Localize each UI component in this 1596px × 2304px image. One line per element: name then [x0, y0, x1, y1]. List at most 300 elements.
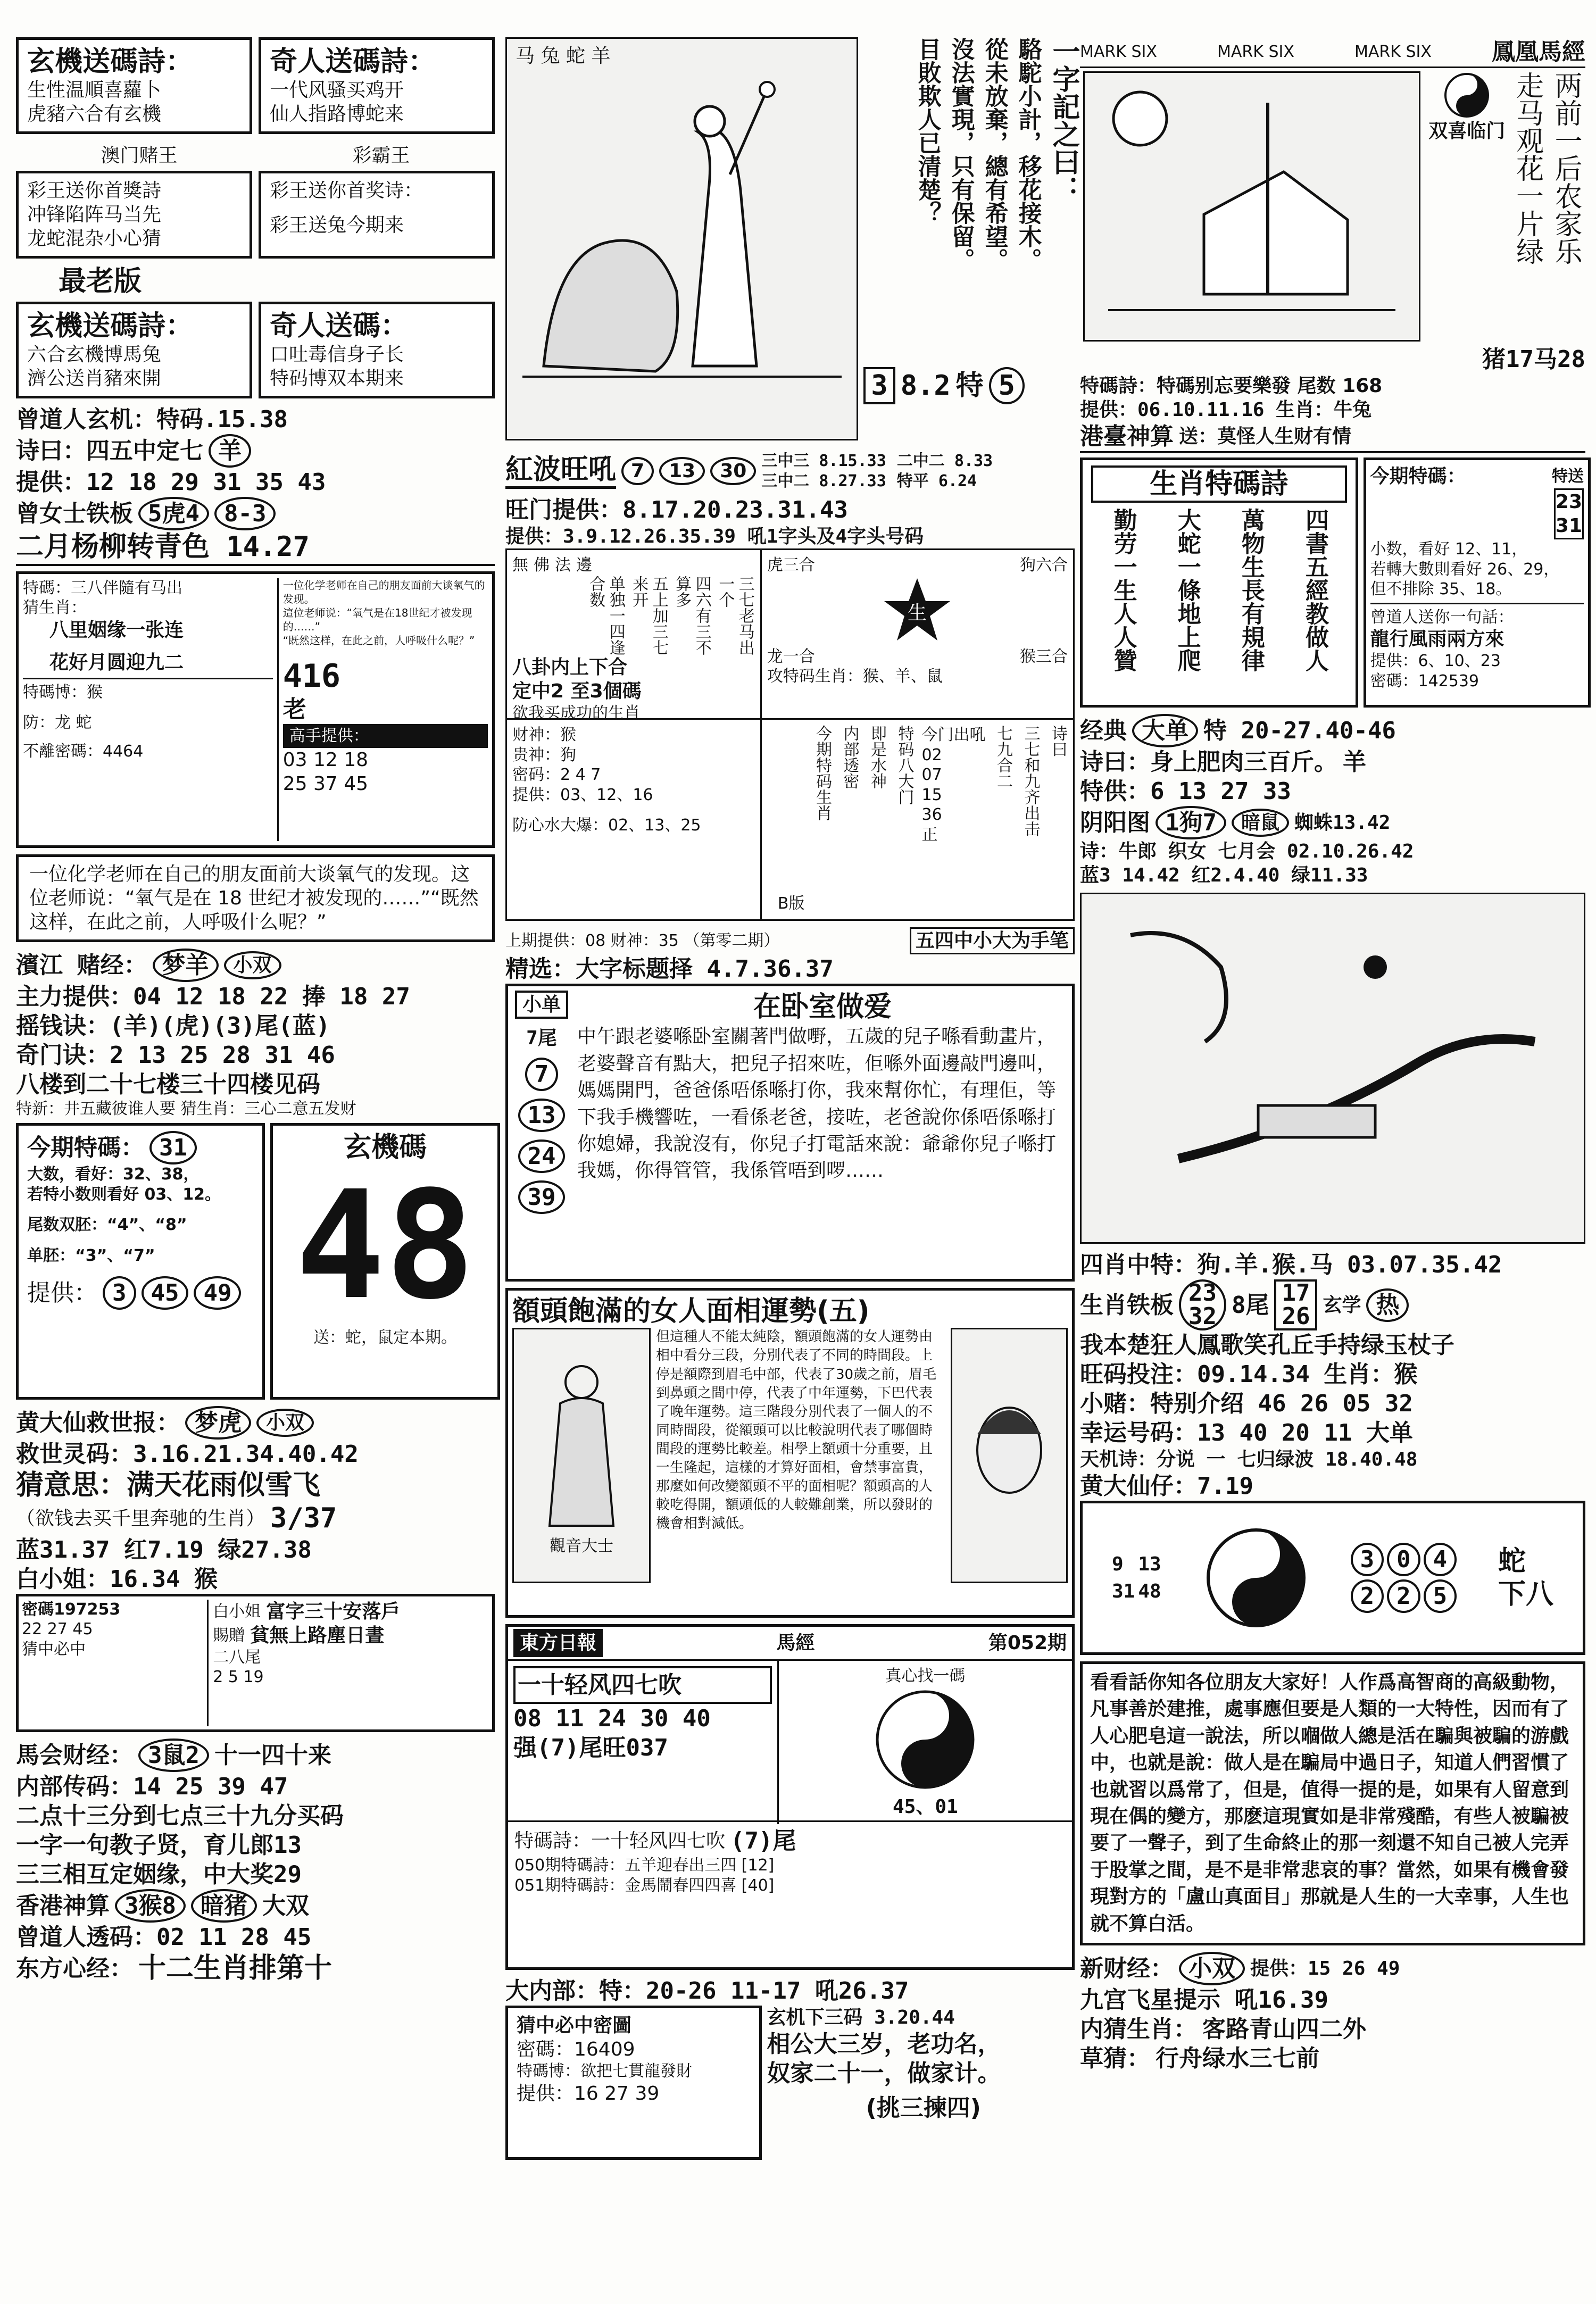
huang-circle: 4: [1424, 1543, 1457, 1576]
wufo-char: 無: [512, 556, 528, 575]
xuanji2-line: 玄机下三码 3.20.44: [767, 2007, 955, 2028]
xuanji-title: 玄機碼: [343, 1132, 427, 1164]
num-circle: 45: [142, 1276, 189, 1310]
bagua-line: 定中2 至3個碼: [512, 680, 642, 702]
jinqi-line: 但不排除 35、18。: [1370, 580, 1512, 598]
mimen: 02: [921, 745, 942, 764]
hongbo-row: [505, 451, 1075, 491]
zengdao-line: 曾道人透码：02 11 28 45: [16, 1923, 312, 1951]
huang-r: 下八: [1498, 1578, 1554, 1610]
lan-line: 蓝3 14.42 红2.4.40 绿11.33: [1080, 864, 1368, 886]
tb-re: 热: [1366, 1288, 1409, 1322]
mima-line: 密碼：16409: [517, 2039, 635, 2060]
xiang-text: 香港神算: [16, 1892, 110, 1919]
texin-line: 特新：井五藏彼谁人要 猜生肖：三心二意五发财: [16, 1099, 356, 1118]
star-icon: [880, 576, 954, 645]
jingxuan-line: 精选：大字标题择 4.7.36.37: [505, 955, 834, 983]
sx-col: 四書五經教做人: [1301, 508, 1328, 672]
dongfang-title: 十二生肖排第十: [138, 1952, 332, 1984]
yishi-wei: 强(7)尾旺037: [513, 1734, 668, 1761]
xin-tail: 提供：15 26 49: [1250, 1957, 1400, 1979]
poem-grid-2: [16, 302, 495, 405]
huang-sx: 蛇: [1498, 1545, 1526, 1577]
sanhe-label: 龙一合: [767, 647, 815, 666]
binjiang-circle: 梦羊: [153, 949, 219, 982]
woman-face-image: [951, 1328, 1068, 1583]
shiyue: 七九合二: [993, 725, 1012, 789]
hongbo-r: 特平 6.24: [896, 471, 977, 490]
xin-line: [1080, 1952, 1585, 1985]
zeng-text: 曾女士铁板: [16, 500, 133, 528]
wufo-col: 三七老马出一个: [716, 575, 754, 655]
yinyang-circle-2: 暗鼠: [1232, 809, 1289, 837]
left-column: [16, 37, 495, 1985]
lady-rock-illustration: [522, 68, 842, 398]
jinqi-line: 大数，看好：32、38，: [27, 1165, 200, 1184]
joke-box: 一位化学老师在自己的朋友面前大谈氧气的发现。这位老师说：“氧气是在 18 世纪才被发现的……”“既然这样，在此之前，人呼吸什么呢？”: [16, 854, 495, 942]
tiger-illustration: [1080, 893, 1585, 1244]
wang-line: 旺门提供：8.17.20.23.31.43: [505, 496, 848, 523]
bai-nums: 22 27 45: [22, 1620, 93, 1639]
vertical-poem: 两前一后农家乐: [1550, 71, 1582, 265]
hongbo-num: 7: [621, 457, 654, 485]
hongbo-title: 紅波旺吼: [505, 453, 616, 489]
tigong-line: 提供：06.10.11.16 生肖：牛兔: [1080, 399, 1372, 421]
xiang-circle-2: 暗猪: [191, 1889, 257, 1923]
poem-line: 彩王送兔今期来: [270, 214, 404, 237]
zhu-line: 猪17马28: [1482, 346, 1585, 373]
taiji-nums: 45、01: [893, 1795, 958, 1818]
jiugong-line: 九宫飞星提示 吼16.39: [1080, 1986, 1328, 2014]
huang-text: 黄大仙救世报：: [16, 1409, 180, 1437]
caiwang-box: [16, 171, 252, 259]
yin-yang-icon: [1203, 1525, 1309, 1631]
zeng-text: 龍行風雨兩方來: [1370, 628, 1504, 650]
xiang-tail: 大双: [262, 1892, 309, 1919]
yangliu-line: 二月杨柳转青色 14.27: [16, 530, 495, 565]
shengxiao-grid: [1080, 458, 1585, 714]
huang-num: 48: [1138, 1581, 1161, 1602]
caicai-title: 行舟绿水三七前: [1156, 2044, 1319, 2072]
sx-col: 勤劳一生人人贊: [1109, 508, 1137, 672]
xin-circle: 小双: [1179, 1952, 1245, 1985]
wufo-col: 四六有三不算多: [672, 575, 711, 655]
jinqi-title: 今期特碼：: [1370, 465, 1466, 487]
te-ma-shi: 特碼詩：一十轻风四七吹: [514, 1830, 726, 1852]
bottom-middle: [505, 2006, 1075, 2166]
bai-box: [16, 1594, 495, 1732]
bai-label: 白小姐: [213, 1602, 261, 1621]
dabu-line: 大内部：特：20-26 11-17 吼26.37: [505, 1977, 909, 2004]
bban: B版: [777, 894, 805, 913]
zeng-mm: 密碼：142539: [1370, 671, 1479, 691]
poem-line: 彩王送你首獎詩: [27, 180, 162, 202]
majing-label: 馬經: [776, 1632, 815, 1654]
handwritten-number: 416: [282, 657, 341, 695]
yizi-box: [863, 37, 1080, 447]
tema-line: 防：龙 蛇: [23, 713, 92, 733]
shiyue: 三七和九齐出击: [1021, 725, 1040, 837]
sx-poem-box: [1080, 458, 1358, 708]
te-num: 3: [863, 367, 895, 404]
tb-xuan: 玄学: [1323, 1294, 1361, 1316]
woman-face-icon: [961, 1386, 1057, 1525]
bai-line: 白小姐：16.34 猴: [16, 1565, 218, 1593]
qi-list-item: 051期特碼詩：金馬鬧春四四喜 [40]: [514, 1876, 775, 1895]
poem-title: 奇人送碼：: [270, 310, 409, 342]
mark-six-label: MARK SIX: [1080, 42, 1157, 61]
poem-line: 虎豬六合有玄機: [27, 103, 162, 126]
wufo-char: 法: [555, 556, 571, 575]
caishen-line: 密码：2 4 7: [512, 766, 601, 785]
guanyin-image: [512, 1328, 651, 1583]
xiang-circle: 3猴8: [115, 1889, 186, 1923]
huang-circle: 2: [1387, 1579, 1420, 1613]
xiang2-line: 相公大三岁，老功名，: [767, 2031, 1001, 2058]
wangma-line: 旺码投注：09.14.34 生肖：猴: [1080, 1361, 1418, 1388]
bai-label: 賜贈: [213, 1626, 245, 1645]
yaoqian-line: 摇钱诀：(羊)(虎)(3)尾(蓝): [16, 1012, 330, 1039]
mimen-cell: [762, 720, 1073, 919]
neicai-text: 内猜生肖：: [1080, 2015, 1197, 2043]
num-circle: 13: [518, 1099, 566, 1132]
caizhong-box: [505, 2006, 762, 2160]
bai-dm2: 2 5 19: [213, 1668, 264, 1687]
caishen-sub: 即是水神: [867, 725, 886, 789]
tb-box-num: 17: [1282, 1279, 1310, 1307]
te-circle: 5: [989, 367, 1025, 404]
gang-send: 送：莫怪人生财有情: [1179, 426, 1352, 447]
hongbo-r: 二中二 8.33: [896, 452, 993, 470]
caicai-text: 草猜：: [1080, 2044, 1150, 2072]
caiwang-grid: [16, 171, 495, 265]
xuanji-number: 48: [295, 1159, 475, 1333]
bai-poem: 富字三十安落戶: [266, 1600, 401, 1623]
bai-mima: 密碼197253: [22, 1600, 121, 1619]
face-reading-box: [505, 1288, 1075, 1618]
hongbo-r: 三中二 8.27.33: [761, 471, 886, 490]
vertical-poem: 走马观花一片绿: [1511, 71, 1543, 265]
mark-six-label: MARK SIX: [1354, 42, 1432, 61]
sx-title: 生肖特碼詩: [1091, 465, 1347, 503]
sishu-line: 四肖中特：狗.羊.猴.马 03.07.35.42: [1080, 1251, 1502, 1278]
tema-line: 猜生肖：: [23, 598, 87, 618]
wufo-col: 五上加三七来开: [629, 575, 668, 655]
num-circle: 7: [525, 1058, 559, 1091]
wusi-line: 五四中小大为手笔: [910, 927, 1075, 954]
poem-line: 濟公送肖豬來開: [27, 368, 162, 390]
shangqi-line: 上期提供：08 财神：35 （第零二期）: [505, 931, 780, 950]
jinqi-line: 单胚：“3”、“7”: [27, 1246, 155, 1265]
mimen: 今门出吼: [921, 726, 986, 745]
qiren-poem-box: [259, 37, 495, 134]
macau-label: 澳门赌王: [101, 145, 178, 167]
yizi-line: 目敗欺人已清楚？: [913, 37, 941, 224]
middle-column: [505, 37, 1079, 2166]
story-text: 中午跟老婆喺卧室關著門做嘢，五歲的兒子喺看動畫片，老婆聲音有點大，把兒子招來咗，佢喺外面邊敲門邊叫，媽媽開門，爸爸係唔係喺打你，我來幫你忙，有理佢，等下我手機響咗，一看係老爸，接咗，老爸說你係唔係喺打你媳婦，我說沒有，你兒子打電話來說：爺爺你兒子喺打我媽，你得管管，我係管唔到啰……: [577, 1026, 1057, 1182]
huang-line: 黄大仙仔：7.19: [1080, 1473, 1253, 1500]
tiger-branch-icon: [1099, 903, 1567, 1233]
section-labels: [16, 144, 495, 168]
top-middle: [505, 37, 1079, 447]
hongbo-r: 三中三 8.15.33: [761, 452, 886, 470]
huang-circle-2: 小双: [256, 1409, 314, 1437]
hongbo-num: 30: [710, 457, 756, 485]
caiyi-num: 3/37: [270, 1502, 337, 1535]
tema-line: 特碼詩：特碼别忘要樂發 尾数 168: [1080, 375, 1383, 397]
caishen-sub: 今期特码生肖: [812, 725, 832, 821]
neicai-title: 客路青山四二外: [1202, 2015, 1366, 2043]
poem-title: 奇人送碼詩：: [270, 46, 436, 78]
mimen: 正: [921, 825, 938, 844]
xin-text: 新财经：: [1080, 1954, 1174, 1982]
sx-col: 萬物生長有規律: [1237, 508, 1265, 672]
hongbo-num: 13: [659, 457, 705, 485]
shiyue-text: 诗曰：身上肥肉三百斤。: [1080, 748, 1337, 776]
tiaosan-line: (挑三揀四): [866, 2094, 981, 2122]
joke-small: “既然这样，在此之前，人呼吸什么呢？”: [282, 634, 475, 647]
tigong3-line: 提供：16 27 39: [517, 2082, 660, 2105]
tigong-label: 提供：: [27, 1279, 97, 1307]
te-song: 特送: [1552, 467, 1584, 486]
oldest-label: 最老版: [59, 265, 142, 298]
yinyang-text: 阴阳图: [1080, 809, 1150, 836]
svg-text:生: 生: [908, 602, 927, 624]
sanhe-label: 虎三合: [767, 556, 815, 575]
caiyi-note: （欲钱去买千里奔驰的生肖）: [16, 1508, 265, 1530]
zeng-circle: 5虎4: [138, 497, 209, 530]
yinyang-tail: 蜘蛛13.42: [1294, 812, 1391, 834]
jinqi-grid: [16, 1123, 495, 1406]
zeng-circle-2: 8-3: [214, 497, 276, 530]
wufo-grid: [505, 548, 1075, 921]
tema-bo-line: 特碼博：欲把七貫龍發財: [517, 2062, 692, 2081]
liangdian-line: 二点十三分到七点三十九分买码: [16, 1802, 344, 1829]
nujia-line: 奴家二十一，做家计。: [767, 2060, 1001, 2087]
poem-line: 彩王送你首奖诗：: [270, 180, 423, 202]
caishen-line: 提供：03、12、16: [512, 785, 653, 804]
face-title: 額頭飽滿的女人面相運勢(五): [512, 1295, 870, 1327]
number-line: 03 12 18: [282, 749, 368, 771]
poem-title: 玄機送碼詩：: [27, 310, 194, 342]
tb-num: 32: [1188, 1303, 1217, 1330]
tieban-text: 生肖铁板: [1080, 1291, 1174, 1319]
jinqi-line: 若特小数则看好 03、12。: [27, 1185, 221, 1204]
caiba-label: 彩霸王: [352, 145, 410, 167]
taiji-icon: [872, 1686, 978, 1793]
xuanji-code-box: [270, 1123, 500, 1400]
jingdian-line: [1080, 714, 1585, 747]
gong-line: 攻特码生肖：猴、羊、鼠: [767, 667, 943, 686]
joke-small: 一位化学老师在自己的朋友面前大谈氧气的发现。: [282, 578, 485, 605]
tema-line: 特碼博：猴: [23, 683, 103, 702]
weinum: 7尾: [526, 1027, 557, 1049]
wufo-cell: [507, 550, 762, 720]
poem-line: 生性温順喜蘿卜: [27, 79, 162, 102]
poem-grid-1: [16, 37, 495, 140]
yizi-line: 沒法實現，只有保留。: [947, 37, 975, 271]
essay-box: [1080, 1661, 1585, 1945]
handwritten-char: 老: [282, 695, 306, 723]
daoren-line: 曾道人玄机：特码.15.38: [16, 406, 288, 434]
story-box: [505, 984, 1075, 1282]
tb-num: 23: [1188, 1279, 1217, 1307]
yizi-title: 一字記之曰：: [1047, 37, 1079, 203]
xiang-line: [16, 1889, 495, 1923]
guanyin-figure-icon: [539, 1355, 624, 1536]
tb-box-num: 26: [1282, 1303, 1310, 1330]
caishen-line: 防心水大爆：02、13、25: [512, 816, 701, 835]
bai-poem: 貧無上路塵日晝: [250, 1624, 385, 1646]
binjiang-circle-2: 小双: [224, 951, 281, 979]
xuanji-send: 送：蛇，鼠定本期。: [313, 1328, 457, 1348]
tema-box: [16, 571, 495, 848]
num-circle: 24: [518, 1139, 566, 1173]
poem-line: 特码博双本期来: [270, 368, 404, 390]
joke-small: 這位老师说：“氧气是在18世纪才被发现的……”: [282, 606, 472, 633]
bai-dm: 二八尾: [213, 1648, 261, 1667]
sansan-line: 三三相互定姻缘，中大奖29: [16, 1860, 302, 1888]
zhenxin-label: 真心找一碼: [885, 1667, 966, 1685]
dongfang-box: [505, 1624, 1075, 1970]
shuang-label: 双喜临门: [1428, 120, 1506, 142]
poem-line: 一代风骚买鸡开: [270, 79, 404, 102]
huang-box: [1080, 1501, 1585, 1655]
poem-line: 六合玄機博馬兔: [27, 344, 162, 366]
jinqi-line: 尾数双胚：“4”、“8”: [27, 1216, 187, 1235]
yishi-title: 一十轻风四七吹: [513, 1666, 772, 1704]
essay-text: 看看話你知各位朋友大家好！人作爲高智商的高級動物，凡事善於建推，處事應但要是人類的一大特性，因而有了人心肥皂這一說法，所以嗰做人總是活在騙與被騙的游戲中，也就是說：做人是在騙局中過日子，知道人們習慣了也就習以爲常了，但是，值得一提的是，如果有人留意到現在偶的變方，那麽這現實如是非常殘酷，有些人被騙被要了一聲子，到了生命終止的那一刻還不知自己被人完弄于股掌之間，是不是非常悲哀的事？當然，如果有機會發現對方的「盧山真面目」那就是人生的一大幸事，人生也就不算白活。: [1090, 1671, 1569, 1935]
right-column: [1080, 37, 1585, 2073]
mahui-circle: 3鼠2: [138, 1739, 209, 1772]
banner-title: 鳳凰馬經: [1492, 38, 1585, 65]
story-title: 在卧室做爱: [753, 991, 892, 1023]
huang-num: 31: [1111, 1581, 1135, 1602]
tb-wei: 8尾: [1231, 1291, 1269, 1319]
neibu-line: 内部传码：14 25 39 47: [16, 1773, 288, 1800]
jinqi-box: [16, 1123, 265, 1400]
mahui-text: 馬会财经：: [16, 1741, 133, 1769]
jinqi-line: 小数，看好 12、11，: [1370, 540, 1528, 559]
bali-line: 八楼到二十七楼三十四楼见码: [16, 1070, 320, 1098]
bagua-line: 欲我买成功的生肖: [512, 703, 640, 722]
taiji-small-icon: [1443, 71, 1491, 119]
tieban-line: [1080, 1279, 1585, 1330]
zhuli-line: 主力提供：04 12 18 22 捧 18 27: [16, 983, 410, 1010]
xuanji-poem-box: [16, 37, 252, 134]
yizi-line: 駱駝小計，移花接木。: [1014, 37, 1042, 271]
poem-line: 冲锋陷阵马当先: [27, 204, 162, 226]
xiaodu-line: 小赌：特别介绍 46 26 05 32: [1080, 1390, 1413, 1417]
huang-circle: 梦虎: [185, 1406, 251, 1440]
tianji-line: 天机诗：分说 一 七归绿波 18.40.48: [1080, 1449, 1418, 1470]
shiyue-line: [1080, 747, 1585, 777]
caizhong-title: 猜中必中密圖: [517, 2015, 632, 2036]
sanhe-label: 猴三合: [1019, 647, 1068, 666]
shiyue-sx: 羊: [1343, 748, 1366, 776]
shiyue: 诗曰: [1048, 725, 1067, 758]
sanhe-cell: [762, 550, 1073, 720]
huang-num: 13: [1138, 1553, 1161, 1575]
huang-circle: 3: [1351, 1543, 1384, 1576]
binjiang-text: 濱江 赌经：: [16, 951, 147, 979]
mahui-tail: 十一四十来: [214, 1741, 331, 1769]
illustration-box: [505, 37, 858, 440]
jinqi-right-box: [1364, 458, 1591, 708]
yizi-line: 從未放棄，總有希望。: [980, 37, 1008, 271]
qiwei: (7)尾: [730, 1827, 796, 1854]
zodiac-circle: 羊: [209, 434, 251, 468]
mahui-line: [16, 1739, 495, 1772]
huang-num: 9: [1111, 1553, 1124, 1575]
tema-line: 不離密碼：4464: [23, 742, 144, 761]
xuanji-poem-box-2: [16, 302, 252, 398]
caishen-sub: 内部透密: [840, 725, 859, 789]
huang-circle: 0: [1387, 1543, 1420, 1576]
sanhe-label: 狗六合: [1019, 556, 1068, 575]
tigong-line: 提供：12 18 29 31 35 43: [16, 469, 326, 496]
dongfang-label: 東方日報: [513, 1629, 603, 1657]
shi-text: 诗曰：四五中定七: [16, 437, 203, 465]
binjiang-line: [16, 949, 495, 982]
poem-line: 仙人指路博蛇来: [270, 103, 404, 126]
number-line: 25 37 45: [282, 773, 368, 795]
sx-col: 大蛇一條地上爬: [1173, 508, 1201, 672]
jinqi-circle: 31: [149, 1131, 197, 1165]
issue-label: 第052期: [988, 1632, 1067, 1654]
jiushi-line: 救世灵码：3.16.21.34.40.42: [16, 1441, 359, 1468]
jinqi-line: 若轉大數則看好 26、29，: [1370, 560, 1560, 579]
bagua-line: 八卦内上下合: [512, 656, 628, 678]
pic-label: 马 兔 蛇 羊: [516, 45, 611, 67]
yishi-nums: 08 11 24 30 40: [513, 1705, 711, 1732]
poem-line: 口吐毒信身子长: [270, 344, 404, 366]
tema-line: 特碼：三八伴隨有马出: [23, 578, 182, 597]
tema-line: 八里姻缘一张连: [49, 619, 184, 641]
zeng-title: 曾道人送你一句話：: [1370, 608, 1514, 627]
te-song-num: 23: [1555, 491, 1582, 513]
tigong-label: 高手提供：: [283, 724, 488, 748]
shi2-line: 诗：牛郎 织女 七月会 02.10.26.42: [1080, 841, 1414, 862]
huang-line: [16, 1406, 495, 1440]
mimen: 07: [921, 766, 942, 785]
wufo-col: 单独一四逢合数: [586, 575, 625, 655]
qimen-line: 奇门诀：2 13 25 28 31 46: [16, 1041, 335, 1069]
caishen-sub: 特码八大门: [895, 725, 914, 805]
xiaowei: 小单: [515, 991, 568, 1019]
mimen: 36: [921, 805, 942, 825]
top-right: [1080, 68, 1585, 345]
te-label: 特: [955, 370, 984, 402]
jinqi-title: 今期特碼：: [27, 1134, 144, 1162]
num-circle: 49: [194, 1276, 241, 1310]
poem-line: 龙蛇混杂小心猜: [27, 228, 162, 250]
jingdian-nums: 特 20-27.40-46: [1203, 717, 1396, 744]
gang-label: 港臺神算: [1080, 423, 1174, 450]
mark-six-label: MARK SIX: [1217, 42, 1294, 61]
caiyi-line: 猜意思：满天花雨似雪飞: [16, 1469, 321, 1502]
te-song-num: 31: [1555, 515, 1582, 537]
farm-scene-icon: [1098, 81, 1406, 331]
caishen-cell: [507, 720, 762, 919]
yinyang-circle: 1狗7: [1156, 806, 1226, 839]
num-circle: 3: [103, 1276, 136, 1310]
zeng-tg: 提供：6、10、23: [1370, 652, 1501, 670]
wufo-char: 佛: [534, 556, 550, 575]
qiren-poem-box-2: [259, 302, 495, 398]
banner-row: [1080, 37, 1585, 68]
color-line: 蓝31.37 红7.19 绿27.38: [16, 1536, 312, 1563]
